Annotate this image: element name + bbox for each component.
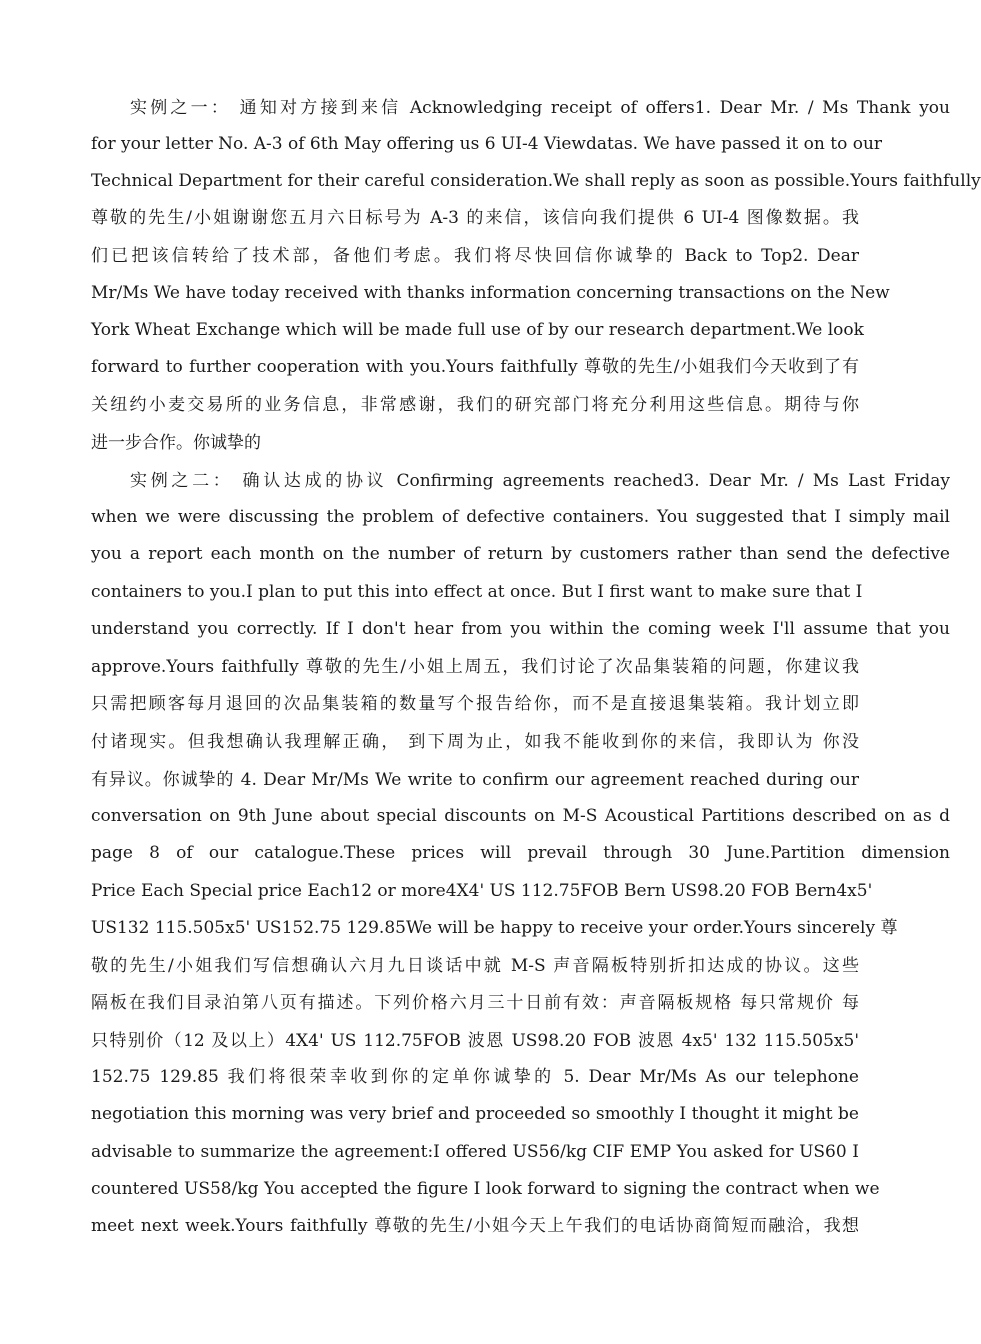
text-line-22: Price Each Special price Each12 or more4X4' US 112.75FOB Bern US98.20 FOB Bern4x5'	[91, 881, 873, 901]
text-line-27: 152.75 129.85 我们将很荣幸收到你的定单你诚挚的 5. Dear Mr/Ms As our telephone	[91, 1067, 859, 1087]
text-line-7: York Wheat Exchange which will be made full use of by our research department.We look	[91, 320, 864, 340]
text-line-18: 付诸现实。但我想确认我理解正确， 到下周为止，如我不能收到你的来信，我即认为 你没	[91, 732, 859, 752]
text-line-8: forward to further cooperation with you.Yours faithfully 尊敬的先生/小姐我们今天收到了有	[91, 357, 859, 377]
text-line-31: meet next week.Yours faithfully 尊敬的先生/小姐今天上午我们的电话协商简短而融洽，我想	[91, 1216, 859, 1236]
text-line-30: countered US58/kg You accepted the figure I look forward to signing the contract when we	[91, 1179, 880, 1199]
text-line-6: Mr/Ms We have today received with thanks information concerning transactions on the New	[91, 283, 890, 303]
text-line-3: Technical Department for their careful consideration.We shall reply as soon as possible.Yours faithfully	[91, 171, 981, 191]
text-line-4: 尊敬的先生/小姐谢谢您五月六日标号为 A-3 的来信，该信向我们提供 6 UI-4 图像数据。我	[91, 208, 859, 228]
text-line-17: 只需把顾客每月退回的次品集装箱的数量写个报告给你，而不是直接退集装箱。我计划立即	[91, 694, 859, 714]
text-line-29: advisable to summarize the agreement:I offered US56/kg CIF EMP You asked for US60 I	[91, 1142, 859, 1162]
text-line-21: page 8 of our catalogue.These prices will prevail through 30 June.Partition dimension	[91, 843, 950, 863]
text-line-20: conversation on 9th June about special discounts on M-S Acoustical Partitions described on as d	[91, 806, 950, 826]
text-line-9: 关纽约小麦交易所的业务信息，非常感谢，我们的研究部门将充分利用这些信息。期待与你	[91, 395, 859, 415]
text-line-11: 实例之二： 确认达成的协议 Confirming agreements reached3. Dear Mr. / Ms Last Friday	[130, 471, 950, 491]
text-line-16: approve.Yours faithfully 尊敬的先生/小姐上周五，我们讨论了次品集装箱的问题，你建议我	[91, 657, 859, 677]
text-line-13: you a report each month on the number of return by customers rather than send the defective	[91, 544, 950, 564]
text-line-25: 隔板在我们目录泊第八页有描述。下列价格六月三十日前有效：声音隔板规格 每只常规价 每	[91, 993, 859, 1013]
text-line-2: for your letter No. A-3 of 6th May offering us 6 UI-4 Viewdatas. We have passed it on to our	[91, 134, 883, 154]
text-line-10: 进一步合作。你诚挚的	[91, 433, 261, 453]
text-line-24: 敬的先生/小姐我们写信想确认六月九日谈话中就 M-S 声音隔板特别折扣达成的协议。这些	[91, 956, 859, 976]
text-line-28: negotiation this morning was very brief and proceeded so smoothly I thought it might be	[91, 1104, 859, 1124]
text-line-12: when we were discussing the problem of defective containers. You suggested that I simply mail	[91, 507, 950, 527]
text-line-23: US132 115.505x5' US152.75 129.85We will be happy to receive your order.Yours sincerely 尊	[91, 918, 898, 938]
text-line-15: understand you correctly. If I don't hear from you within the coming week I'll assume that you	[91, 619, 950, 639]
text-line-1: 实例之一： 通知对方接到来信 Acknowledging receipt of offers1. Dear Mr. / Ms Thank you	[130, 98, 950, 118]
text-line-5: 们已把该信转给了技术部，备他们考虑。我们将尽快回信你诚挚的 Back to Top2. Dear	[91, 246, 859, 266]
text-line-19: 有异议。你诚挚的 4. Dear Mr/Ms We write to confirm our agreement reached during our	[91, 770, 859, 790]
text-line-26: 只特别价（12 及以上）4X4' US 112.75FOB 波恩 US98.20 FOB 波恩 4x5' 132 115.505x5'	[91, 1031, 859, 1051]
text-line-14: containers to you.I plan to put this into effect at once. But I first want to make sure that I	[91, 582, 863, 602]
